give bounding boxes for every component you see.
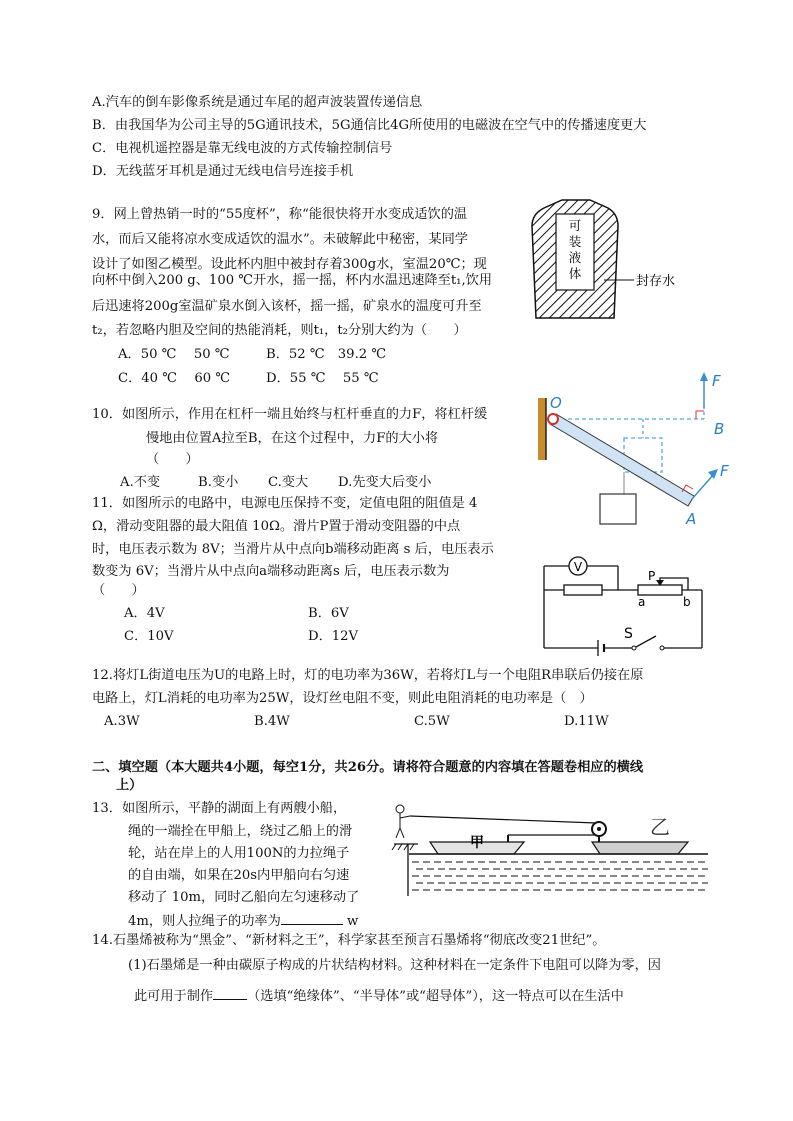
wall — [538, 398, 546, 460]
pivot-label: O — [550, 394, 562, 412]
cup-inner-label: 可 — [568, 218, 582, 233]
q9-option-a: A．50 ℃ 50 ℃ — [118, 347, 230, 362]
point-a-label: A — [686, 510, 697, 528]
q13-last-text: 4m，则人拉绳子的功率为 — [128, 914, 281, 929]
rope-upper — [410, 816, 596, 823]
q10-option-b: B.变小 — [198, 475, 239, 490]
lever-bar — [550, 414, 694, 506]
slide-rheostat — [638, 585, 682, 595]
q11-option-d: D．12V — [308, 629, 359, 644]
cup-side-label: 封存水 — [636, 274, 676, 289]
slider-label: P — [648, 569, 656, 583]
q8-option-a: A.汽车的倒车影像系统是通过车尾的超声波装置传递信息 — [92, 95, 423, 110]
q13-last-line — [128, 911, 358, 931]
voltmeter-label: V — [573, 560, 583, 574]
boats-diagram — [388, 798, 712, 900]
q14-sub1-line: (1)石墨烯是一种由碳原子构成的片状结构材料。这种材料在一定条件下电阻可以降为零，因 — [128, 958, 661, 973]
switch — [634, 636, 656, 648]
pivot — [548, 414, 558, 424]
q10-option-d: D.先变大后变小 — [338, 475, 432, 490]
q9-option-c: C．40 ℃ 60 ℃ — [118, 371, 231, 386]
q13-line: 移动了 10m，同时乙船向左匀速移动了 — [128, 890, 360, 905]
q14-sub1-text-cont: （选填“绝缘体”、“半导体”或“超导体”），这一特点可以在生活中 — [247, 989, 624, 1004]
q14-answer-blank[interactable] — [213, 986, 247, 1000]
cup-inner-label: 体 — [568, 266, 582, 281]
q12-option-b: B.4W — [254, 714, 290, 729]
force-label-a: F — [720, 462, 729, 480]
boat-b — [592, 842, 688, 854]
q8-option-d: D．无线蓝牙耳机是通过无线电信号连接手机 — [92, 164, 354, 179]
q14-sub1-text: 此可用于制作 — [134, 989, 214, 1004]
lever-diagram — [534, 368, 744, 540]
q9-line: 9．网上曾热销一时的“55度杯”，称“能很快将开水变成适饮的温 — [92, 207, 468, 222]
q13-unit: w — [342, 914, 359, 929]
force-label-top: F — [712, 372, 721, 390]
person — [396, 805, 404, 813]
switch-label: S — [624, 626, 633, 642]
q9-line: 设计了如图乙模型。设此杯内胆中被封存着300g水，室温20℃；现 — [92, 257, 487, 272]
q12-option-a: A.3W — [104, 714, 140, 729]
q8-option-b: B．由我国华为公司主导的5G通讯技术，5G通信比4G所使用的电磁波在空气中的传播速度更大 — [92, 118, 647, 133]
q10-line: 10．如图所示，作用在杠杆一端且始终与杠杆垂直的力F，将杠杆缓 — [92, 407, 488, 422]
q12-option-c: C.5W — [414, 714, 450, 729]
end-b-label: b — [683, 595, 691, 609]
q10-option-c: C.变大 — [268, 475, 309, 490]
q10-line: （ ） — [146, 452, 199, 467]
q11-line: 数变为 6V；当滑片从中点向a端移动距离s 后，电压表示数为 — [92, 564, 450, 579]
boat-a-label: 甲 — [470, 835, 484, 851]
q9-option-b: B．52 ℃ 39.2 ℃ — [266, 347, 387, 362]
cup-diagram — [522, 196, 692, 326]
q9-line: 向杯中倒入200 g、100 ℃开水，摇一摇，杯内水温迅速降至t₁,饮用 — [92, 273, 493, 288]
q12-line: 电路上，灯L消耗的电功率为25W，设灯丝电阻不变，则此电阻消耗的电功率是（ ） — [92, 691, 593, 706]
q14-sub1-line2 — [134, 986, 624, 1006]
q9-option-d: D．55 ℃ 55 ℃ — [266, 371, 379, 386]
q13-line: 轮，站在岸上的人用100N的力拉绳子 — [128, 846, 350, 861]
q9-line: 水，而后又能将凉水变成适饮的温水”。未破解此中秘密，某同学 — [92, 232, 468, 247]
q13-line: 的自由端，如果在20s内甲船向右匀速 — [128, 868, 350, 883]
q11-option-b: B．6V — [308, 606, 349, 621]
fixed-resistor — [564, 585, 602, 595]
cup-inner-label: 装 — [568, 234, 582, 249]
q14-line: 14.石墨烯被称为“黑金”、“新材料之王”，科学家甚至预言石墨烯将“彻底改变21世纪”。 — [92, 933, 606, 948]
section-2-title: 二、填空题（本大题共4小题，每空1分，共26分。请将符合题意的内容填在答题卷相应的横线 — [92, 760, 644, 775]
q8-option-c: C．电视机遥控器是靠无线电波的方式传输控制信号 — [92, 141, 393, 156]
q11-line: （ ） — [92, 583, 145, 598]
circuit-diagram — [538, 548, 708, 660]
q12-option-d: D.11W — [564, 714, 609, 729]
q13-line: 绳的一端拴在甲船上，绕过乙船上的滑 — [128, 824, 353, 839]
boat-b-label: 乙 — [650, 815, 670, 839]
q9-line: t₂，若忽略内胆及空间的热能消耗，则t₁，t₂分别大约为（ ） — [92, 323, 467, 338]
q10-line: 慢地由位置A拉至B，在这个过程中，力F的大小将 — [146, 431, 439, 446]
q13-line: 13．如图所示，平静的湖面上有两艘小船， — [92, 801, 347, 816]
q10-option-a: A.不变 — [120, 475, 161, 490]
q11-option-a: A．4V — [124, 606, 165, 621]
q11-line: 11．如图所示的电路中，电源电压保持不变，定值电阻的阻值是 4 — [92, 496, 478, 511]
q11-option-c: C．10V — [124, 629, 174, 644]
cup-inner-label: 液 — [568, 250, 582, 265]
q11-line: 时，电压表示数为 8V；当滑片从中点向b端移动距离 s 后，电压表示 — [92, 542, 494, 557]
end-a-label: a — [638, 595, 646, 609]
q12-line: 12.将灯L街道电压为U的电路上时，灯的电功率为36W，若将灯L与一个电阻R串联后仍接在原 — [92, 668, 644, 683]
weight-block — [600, 494, 636, 524]
section-2-title-cont: 上） — [116, 778, 143, 793]
q9-line: 后迅速将200g室温矿泉水倒入该杯，摇一摇，矿泉水的温度可升至 — [92, 299, 482, 314]
q13-answer-blank[interactable] — [281, 911, 343, 925]
point-b-label: B — [714, 420, 725, 438]
q11-line: Ω，滑动变阻器的最大阻值 10Ω。滑片P置于滑动变阻器的中点 — [92, 519, 461, 534]
